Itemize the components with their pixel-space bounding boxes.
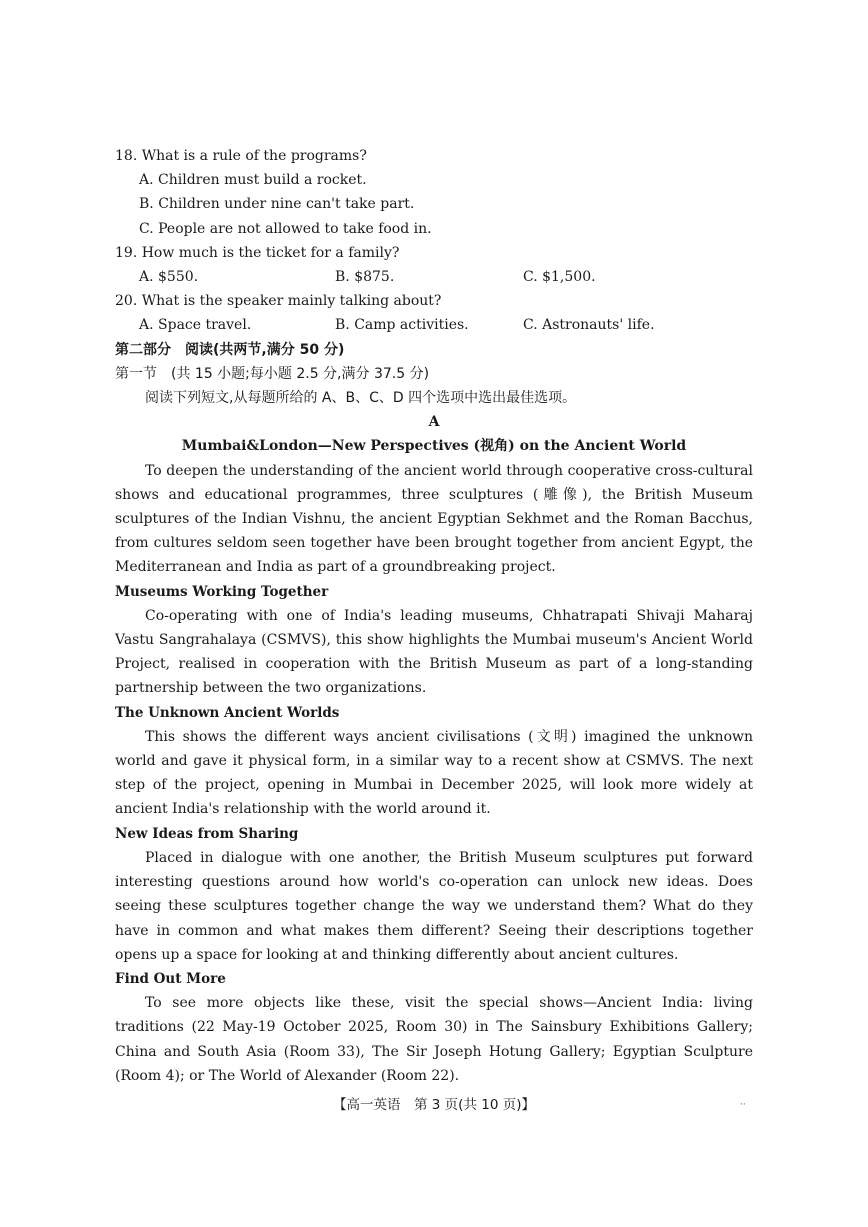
question-18-option-c: C. People are not allowed to take food in. xyxy=(139,220,432,237)
question-20-option-a: A. Space travel. xyxy=(139,317,252,334)
section-heading-museums: Museums Working Together xyxy=(115,583,329,600)
question-20-options xyxy=(139,313,753,337)
question-19-option-b: B. $875. xyxy=(335,269,395,286)
section-1-heading: 第一节 (共 15 小题;每小题 2.5 分,满分 37.5 分) xyxy=(115,365,430,382)
part-2-heading: 第二部分 阅读(共两节,满分 50 分) xyxy=(115,341,345,358)
question-19-option-a: A. $550. xyxy=(139,269,199,286)
section-text-new-ideas: Placed in dialogue with one another, the British Museum sculptures put forward interesting questions around how world's co-operation can unlock new ideas. Does seeing these sculptures together change the way we understand them? What do they have in common and what makes them different? Seeing their descriptions together opens up a space for looking at and thinking differently about ancient cultures. xyxy=(115,849,753,963)
section-heading-new-ideas: New Ideas from Sharing xyxy=(115,825,299,842)
question-18-option-a: A. Children must build a rocket. xyxy=(139,172,367,189)
section-text-unknown-worlds: This shows the different ways ancient civilisations (文明) imagined the unknown world and gave it physical form, in a similar way to a recent show at CSMVS. The next step of the project, opening in Mumbai in December 2025, will look more widely at ancient India's relationship with the world around it. xyxy=(115,728,753,818)
section-heading-find-out-more: Find Out More xyxy=(115,970,226,987)
question-20-option-b: B. Camp activities. xyxy=(335,317,469,334)
reading-instruction: 阅读下列短文,从每题所给的 A、B、C、D 四个选项中选出最佳选项。 xyxy=(145,390,577,407)
section-text-museums: Co-operating with one of India's leading museums, Chhatrapati Shivaji Maharaj Vastu Sangrahalaya (CSMVS), this show highlights the Mumbai museum's Ancient World Project, realised in cooperation with the British Museum as part of a long-standing partnership between the two organizations. xyxy=(115,607,753,697)
question-20-option-c: C. Astronauts' life. xyxy=(523,317,655,334)
passage-letter: A xyxy=(428,414,440,431)
section-text-find-out-more: To see more objects like these, visit the special shows—Ancient India: living traditions (22 May-19 October 2025, Room 30) in The Sainsbury Exhibitions Gallery; China and South Asia (Room 33), The Sir Joseph Hotung Gallery; Egyptian Sculpture (Room 4); or The World of Alexander (Room 22). xyxy=(115,995,753,1084)
page-footer: 【高一英语 第 3 页(共 10 页)】 xyxy=(333,1097,535,1113)
question-19-options xyxy=(139,265,753,289)
passage-intro: To deepen the understanding of the ancient world through cooperative cross-cultural shows and educational programmes, three sculptures (雕像), the British Museum sculptures of the Indian Vishnu, the ancient Egyptian Sekhmet and the Roman Bacchus, from cultures seldom seen together have been brought together from ancient Egypt, the Mediterranean and India as part of a groundbreaking project. xyxy=(115,462,753,576)
passage-title: Mumbai&London—New Perspectives (视角) on the Ancient World xyxy=(181,438,687,455)
corner-mark: ·· xyxy=(740,1100,746,1110)
question-18-stem: 18. What is a rule of the programs? xyxy=(115,148,367,164)
page-content xyxy=(115,144,753,1088)
question-18-option-b: B. Children under nine can't take part. xyxy=(139,196,415,213)
question-19-option-c: C. $1,500. xyxy=(523,269,596,286)
question-19-stem: 19. How much is the ticket for a family? xyxy=(115,244,400,261)
question-20-stem: 20. What is the speaker mainly talking about? xyxy=(115,293,442,310)
section-heading-unknown-worlds: The Unknown Ancient Worlds xyxy=(115,704,340,721)
